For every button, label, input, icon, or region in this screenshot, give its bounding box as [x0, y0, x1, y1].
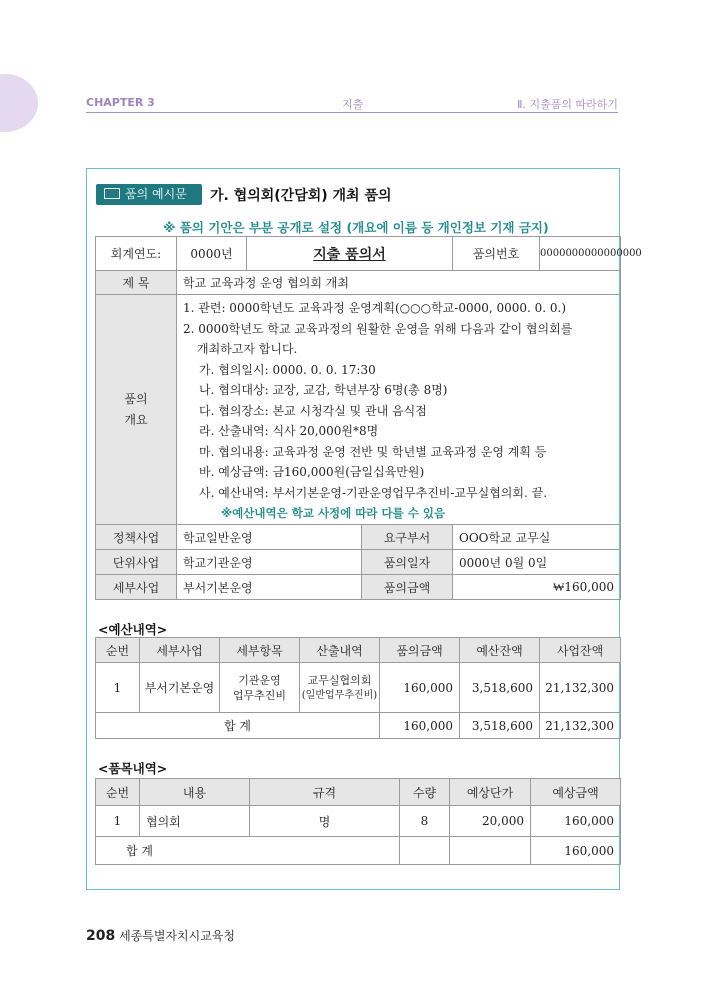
- chapter-label: CHAPTER 3: [86, 96, 155, 109]
- budget-section-title: <예산내역>: [98, 622, 168, 637]
- overview-line: 가. 협의일시: 0000. 0. 0. 17:30: [199, 362, 376, 377]
- year-value: 0000년: [177, 237, 247, 271]
- budget-table: [95, 637, 621, 739]
- budget-cell-calc: 교무실협의회 (일반업무추진비): [300, 663, 380, 713]
- policy-value: 학교일반운영: [177, 525, 362, 550]
- budget-total-amount: 160,000: [380, 713, 460, 739]
- goods-section-title: <품목내역>: [98, 761, 168, 776]
- form-title: 지출 품의서: [247, 237, 453, 271]
- detail-value: 부서기본운영: [177, 575, 362, 600]
- goods-cell-spec: 명: [250, 806, 400, 837]
- date-label: 품의일자: [362, 550, 453, 575]
- table-row: [96, 663, 621, 713]
- dept-label: 요구부서: [362, 525, 453, 550]
- header-center: 지출: [342, 98, 364, 111]
- overview-line: 사. 예산내역: 부서기본운영-기관운영업무추진비-교무실협의회. 끝.: [199, 485, 548, 500]
- unit-value: 학교기관운영: [177, 550, 362, 575]
- overview-line: 다. 협의장소: 본교 시청각실 및 관내 음식점: [199, 403, 427, 418]
- amount-label: 품의금액: [362, 575, 453, 600]
- budget-total-project-balance: 21,132,300: [540, 713, 621, 739]
- page-number: 208: [86, 928, 116, 944]
- table-total-row: [96, 713, 621, 739]
- privacy-notice: ※ 품의 기안은 부분 공개로 설정 (개요에 이름 등 개인정보 기재 금지): [163, 220, 549, 235]
- example-badge: [96, 184, 202, 205]
- amount-value: ₩160,000: [453, 575, 621, 600]
- example-title: 가. 협의회(간담회) 개최 품의: [210, 188, 392, 204]
- goods-total-empty: [400, 837, 450, 865]
- overview-line: 2. 0000학년도 학교 교육과정의 원활한 운영을 위해 다음과 같이 협의회를: [183, 321, 573, 336]
- year-label: 회계연도:: [96, 237, 177, 271]
- badge-label: 품의 예시문: [125, 187, 187, 201]
- decorative-circle: [0, 74, 38, 132]
- overview-note: ※예산내역은 학교 사정에 따라 다를 수 있음: [221, 506, 446, 520]
- goods-cell-no: 1: [96, 806, 140, 837]
- budget-header: 예산잔액: [460, 638, 540, 663]
- doc-no-label: 품의번호: [453, 237, 540, 271]
- goods-cell-total: 160,000: [531, 806, 621, 837]
- goods-total-empty: [450, 837, 531, 865]
- goods-header: 예상단가: [450, 779, 531, 806]
- table-total-row: [96, 837, 621, 865]
- folder-icon: [104, 188, 120, 199]
- budget-cell-project-balance: 21,132,300: [540, 663, 621, 713]
- goods-cell-content: 협의회: [140, 806, 250, 837]
- overview-line: 개최하고자 합니다.: [197, 342, 298, 356]
- dept-value: OOO학교 교무실: [453, 525, 621, 550]
- goods-cell-unit-price: 20,000: [450, 806, 531, 837]
- approval-form: [95, 236, 642, 600]
- budget-header: 순번: [96, 638, 140, 663]
- overview-line: 라. 산출내역: 식사 20,000원*8명: [199, 424, 379, 438]
- doc-no-value: 0000000000000000: [540, 237, 621, 271]
- header-rule: [86, 112, 618, 113]
- overview-line: 마. 협의내용: 교육과정 운영 전반 및 학년별 교육과정 운영 계획 등: [199, 444, 547, 459]
- goods-header: 내용: [140, 779, 250, 806]
- budget-header: 품의금액: [380, 638, 460, 663]
- budget-header: 산출내역: [300, 638, 380, 663]
- goods-total-amount: 160,000: [531, 837, 621, 865]
- goods-header: 규격: [250, 779, 400, 806]
- budget-cell-budget-balance: 3,518,600: [460, 663, 540, 713]
- table-row: [96, 806, 621, 837]
- overview-content: [177, 295, 621, 525]
- budget-cell-project: 부서기본운영: [140, 663, 220, 713]
- subject-value: 학교 교육과정 운영 협의회 개최: [177, 271, 621, 295]
- overview-label: 품의 개요: [96, 295, 177, 525]
- budget-cell-amount: 160,000: [380, 663, 460, 713]
- goods-header: 수량: [400, 779, 450, 806]
- detail-label: 세부사업: [96, 575, 177, 600]
- policy-label: 정책사업: [96, 525, 177, 550]
- budget-header: 세부사업: [140, 638, 220, 663]
- publisher: 세종특별자치시교육청: [119, 929, 235, 943]
- goods-cell-qty: 8: [400, 806, 450, 837]
- header-section: Ⅱ. 지출품의 따라하기: [517, 98, 618, 111]
- date-value: 0000년 0월 0일: [453, 550, 621, 575]
- budget-cell-no: 1: [96, 663, 140, 713]
- unit-label: 단위사업: [96, 550, 177, 575]
- overview-line: 바. 예상금액: 금160,000원(금일십육만원): [199, 465, 425, 479]
- goods-header: 예상금액: [531, 779, 621, 806]
- overview-line: 1. 관련: 0000학년도 교육과정 운영계획(○○○학교-0000, 0000. 0. 0.): [183, 301, 567, 315]
- page-footer: [86, 927, 235, 944]
- budget-header: 사업잔액: [540, 638, 621, 663]
- goods-total-label: 합 계: [96, 837, 400, 865]
- budget-cell-item: 기관운영 업무추진비: [220, 663, 300, 713]
- goods-header: 순번: [96, 779, 140, 806]
- overview-line: 나. 협의대상: 교장, 교감, 학년부장 6명(총 8명): [199, 383, 448, 397]
- budget-total-budget-balance: 3,518,600: [460, 713, 540, 739]
- budget-header: 세부항목: [220, 638, 300, 663]
- budget-total-label: 합 계: [96, 713, 380, 739]
- subject-label: 제 목: [96, 271, 177, 295]
- goods-table: [95, 778, 621, 865]
